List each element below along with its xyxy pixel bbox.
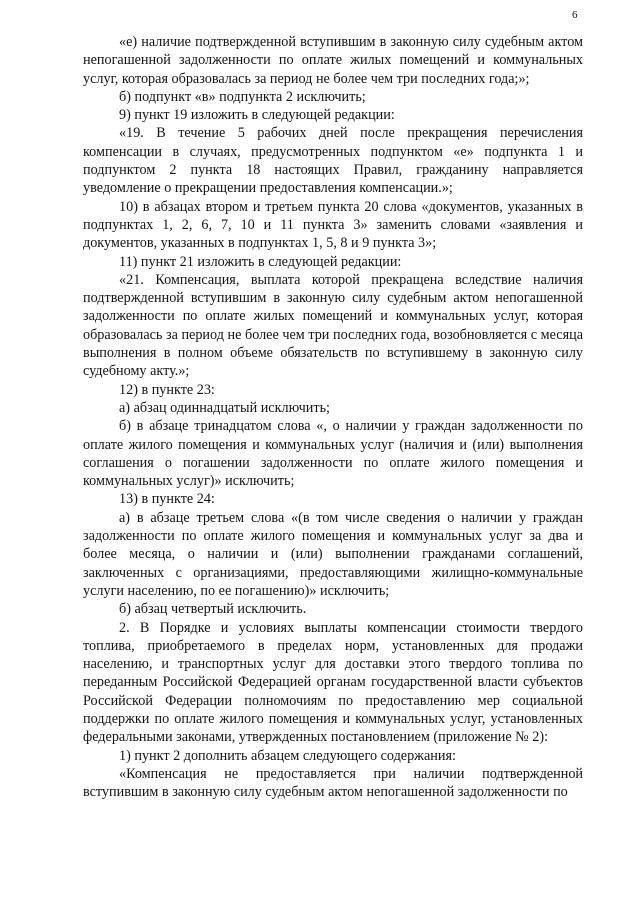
paragraph-item-10: 10) в абзацах втором и третьем пункта 20 слова «документов, указанных в подпунктах 1, 2, 6, 7, 10 и 11 пункта 3» заменить словами «заявления и документов, указанных в подпунктах 1, 5, 8 и 9 пункта 3»; bbox=[83, 198, 583, 252]
paragraph-clause-21-text: «21. Компенсация, выплата которой прекращена вследствие наличия подтвержденной вступившим в законную силу судебным актом непогашенной задолженности по оплате жилых помещений и коммунальных услуг, которая образовалась за период не более чем три последних года, возобновляется с месяца выполнения в полном объеме обязательств по вступившему в законную силу судебному акту.»; bbox=[83, 271, 583, 380]
paragraph-item-12: 12) в пункте 23: bbox=[119, 381, 215, 398]
paragraph-subparagraph-e: «е) наличие подтвержденной вступившим в законную силу судебным актом непогашенной задолженности по оплате жилых помещений и коммунальных услуг, которая образовалась за период не более чем три последних года;»; bbox=[83, 34, 583, 87]
paragraph-section-2: 2. В Порядке и условиях выплаты компенсации стоимости твердого топлива, приобретаемого в пределах норм, установленных для продажи населению, и транспортных услуг для доставки этого твердого топлива по переданным Российской Федерацией органам государственной власти субъектов Российской Федерации полномочиям по предоставлению мер социальной поддержки по оплате жилого помещения и коммунальных услуг, установленных федеральными законами, утвержденных постановлением (приложение № 2): bbox=[83, 619, 583, 746]
paragraph-item-12-b: б) в абзаце тринадцатом слова «, о наличии у граждан задолженности по оплате жилого помещения и коммунальных услуг (наличия и (или) выполнения соглашения о погашении задолженности по оплате жилого помещения и коммунальных услуг)» исключить; bbox=[83, 418, 583, 490]
paragraph-item-9: 9) пункт 19 изложить в следующей редакции: bbox=[119, 107, 395, 124]
paragraph-item-13-a: а) в абзаце третьем слова «(в том числе сведения о наличии у граждан задолженности по оплате жилого помещения и коммунальных услуг за два и более месяца, о наличии и (или) выполнении гражданами соглашений, заключенных с организациями, предоставляющими жилищно-коммунальные услуги населению, по ее погашению)» исключить; bbox=[83, 509, 583, 599]
paragraph-clause-19-text: «19. В течение 5 рабочих дней после прекращения перечисления компенсации в случаях, предусмотренных подпунктом «е» подпункта 1 и подпунктом 2 пункта 18 настоящих Правил, гражданину направляется уведомление о прекращении предоставления компенсации.»; bbox=[83, 125, 583, 197]
paragraph-item-13-b: б) абзац четвертый исключить. bbox=[119, 601, 307, 618]
paragraph-item-13: 13) в пункте 24: bbox=[119, 491, 215, 508]
paragraph-item-11: 11) пункт 21 изложить в следующей редакции: bbox=[119, 253, 402, 270]
paragraph-exclude-subparagraph-v: б) подпункт «в» подпункта 2 исключить; bbox=[119, 88, 366, 105]
paragraph-compensation-text: «Компенсация не предоставляется при наличии подтвержденной вступившим в законную силу судебным актом непогашенной задолженности по bbox=[83, 765, 583, 801]
page-number: 6 bbox=[572, 9, 578, 21]
paragraph-item-12-a: а) абзац одиннадцатый исключить; bbox=[119, 399, 330, 416]
document-body bbox=[83, 33, 583, 801]
paragraph-section-2-item-1: 1) пункт 2 дополнить абзацем следующего содержания: bbox=[119, 747, 456, 764]
